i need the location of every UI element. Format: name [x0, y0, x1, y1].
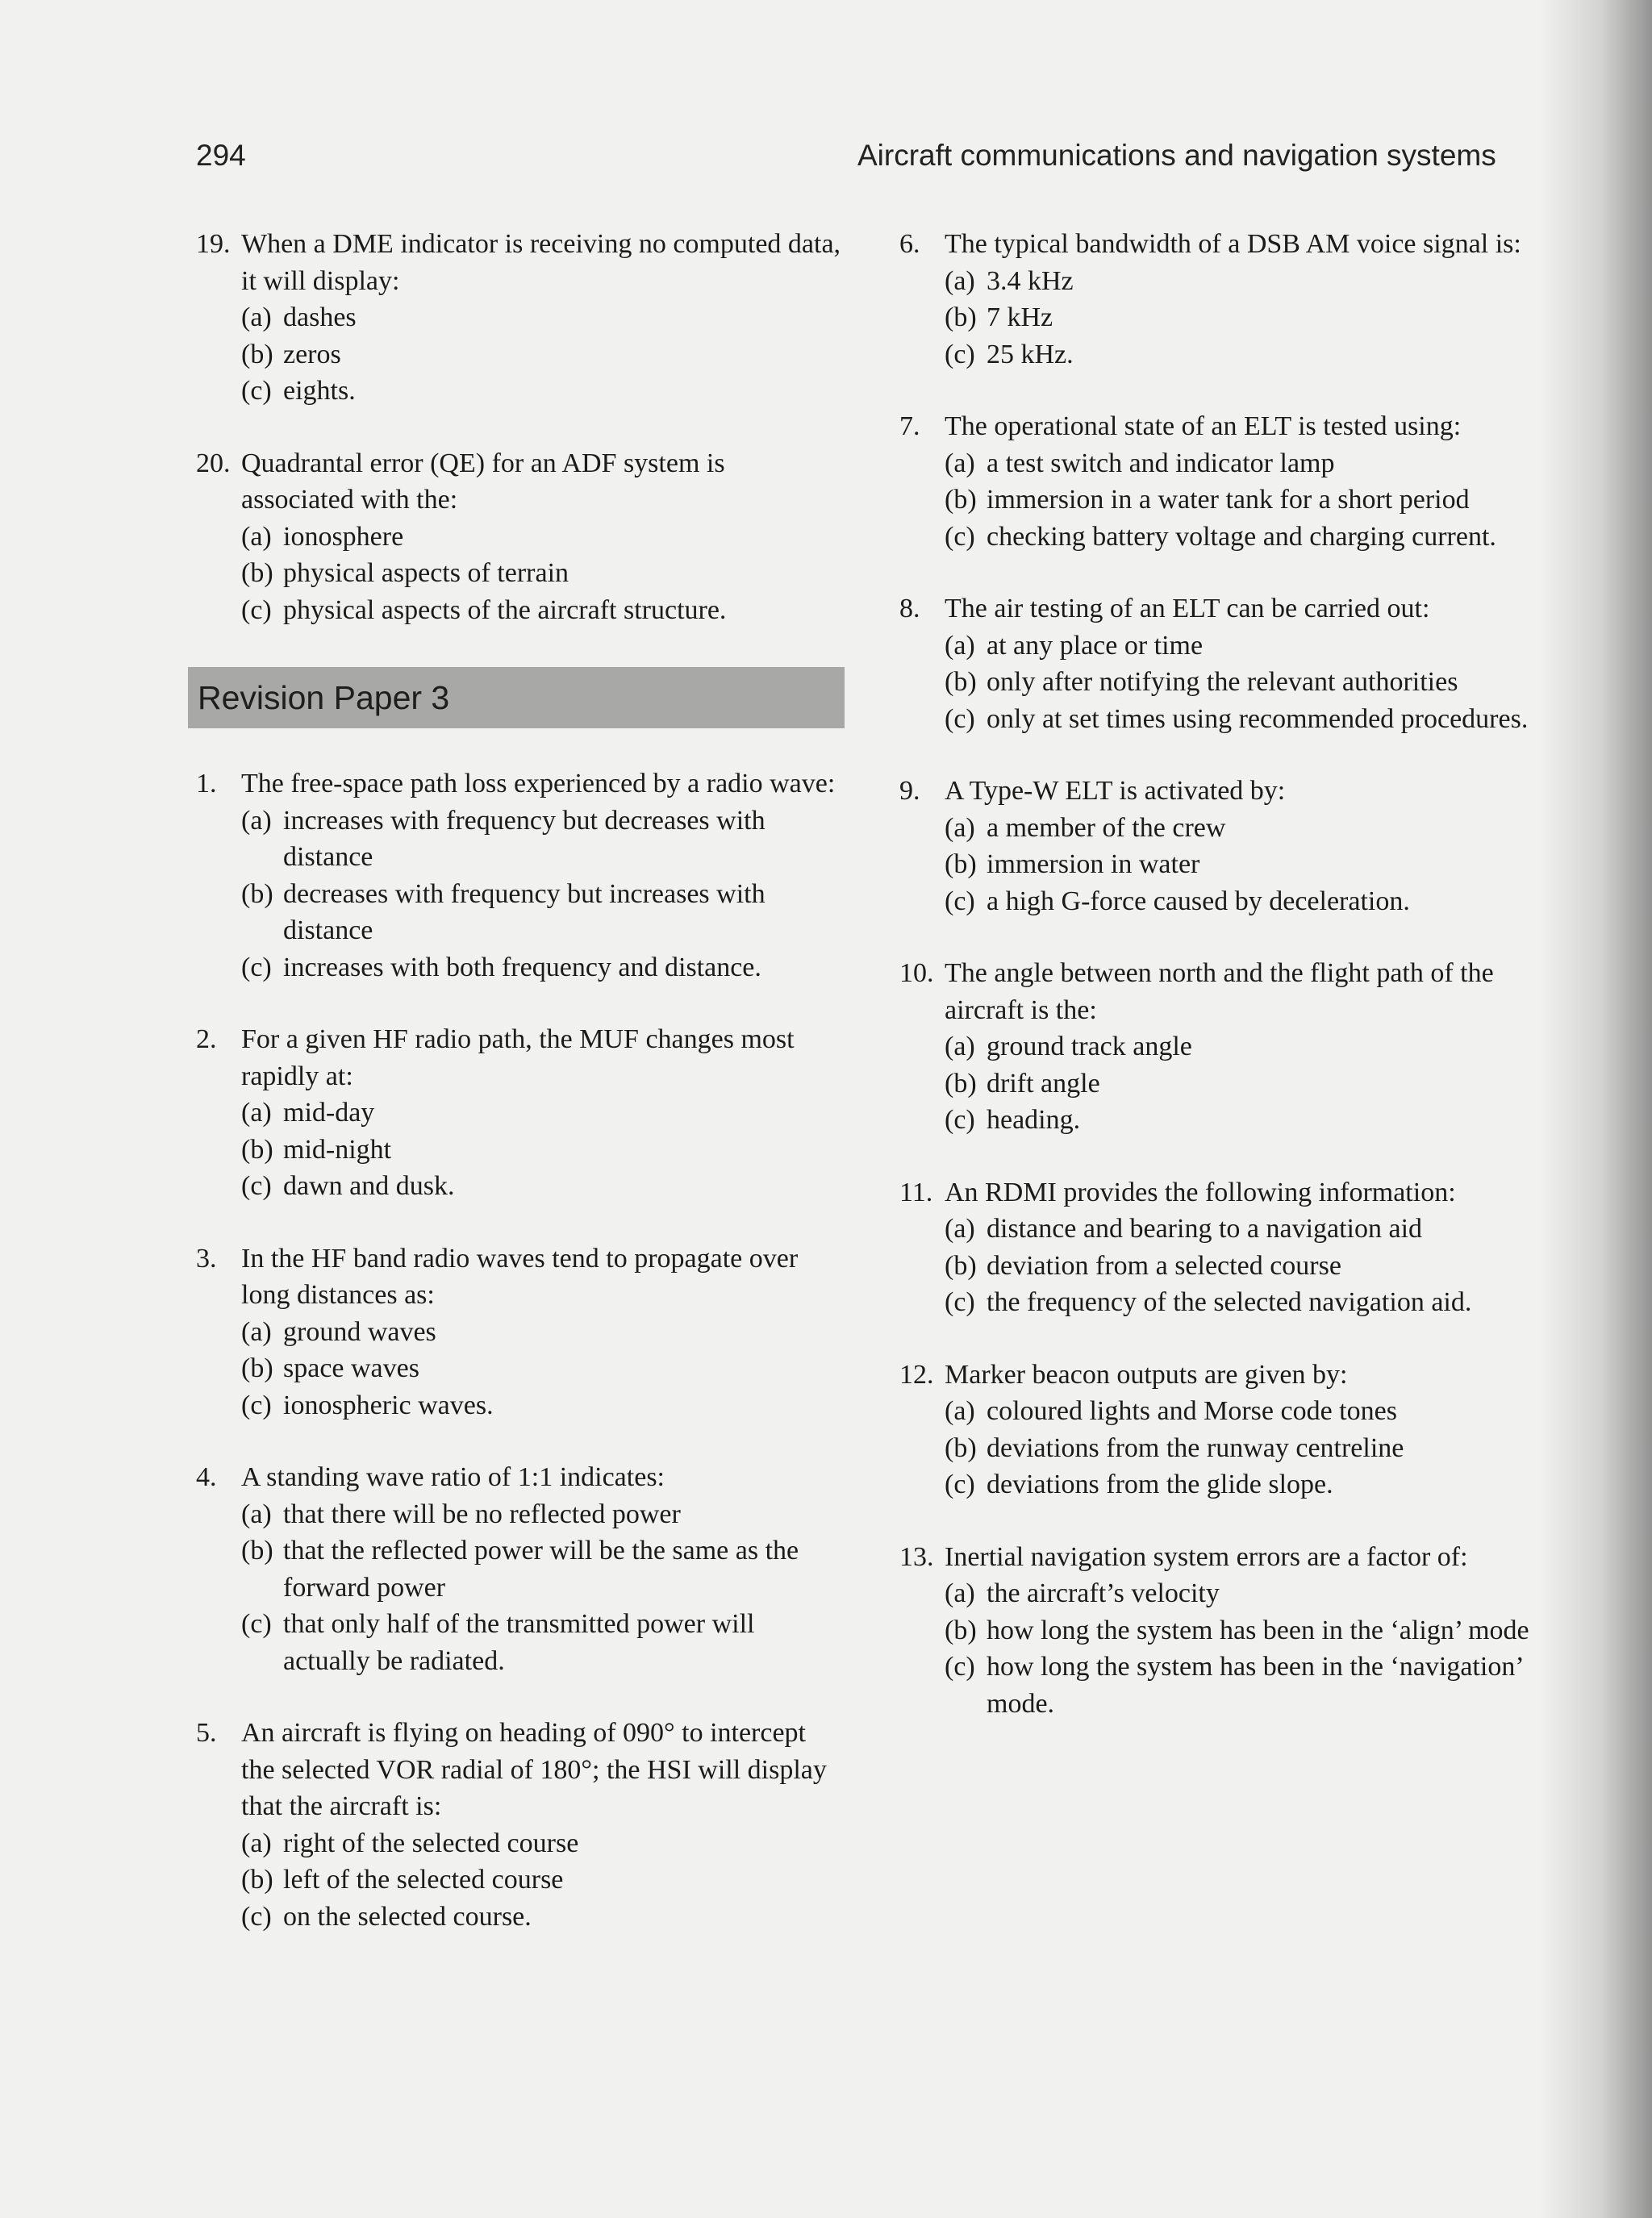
answer-option [945, 1102, 1545, 1139]
option-letter: (b) [241, 558, 273, 588]
question-number: 10. [899, 958, 934, 988]
option-letter: (c) [241, 952, 272, 982]
option-text: ground waves [283, 1316, 436, 1347]
option-text: 25 kHz. [987, 339, 1074, 369]
section-heading: Revision Paper 3 [188, 667, 845, 728]
option-letter: (c) [945, 1470, 975, 1499]
question-stem [196, 1021, 841, 1094]
option-letter: (a) [241, 1316, 272, 1347]
question-number: 11. [899, 1177, 933, 1207]
question-number: 6. [899, 229, 920, 259]
question-text: The angle between north and the flight path of the aircraft is the: [945, 958, 1494, 1025]
page-number: 294 [196, 139, 246, 172]
answer-option [241, 1094, 841, 1132]
answer-option [945, 263, 1545, 300]
option-text: how long the system has been in the ‘align’ mode [987, 1615, 1529, 1645]
answer-option [945, 1430, 1545, 1467]
option-text: right of the selected course [283, 1828, 579, 1858]
option-letter: (c) [945, 886, 975, 916]
option-letter: (a) [945, 265, 975, 296]
question-text: An RDMI provides the following information: [945, 1177, 1456, 1207]
question-stem [196, 1240, 841, 1314]
option-letter: (a) [241, 521, 272, 552]
question-text: The air testing of an ELT can be carried out: [945, 594, 1430, 623]
question-stem [196, 1459, 841, 1496]
answer-option [241, 876, 841, 949]
question-item [899, 408, 1545, 555]
question-item [899, 1357, 1545, 1503]
option-text: decreases with frequency but increases with distance [283, 878, 766, 945]
answer-option [241, 1899, 841, 1936]
question-item [899, 1539, 1545, 1723]
question-item [196, 445, 841, 629]
answer-option [945, 1649, 1545, 1722]
answer-option [945, 445, 1545, 482]
question-number: 2. [196, 1024, 217, 1054]
answer-option [945, 1028, 1545, 1065]
answer-option [945, 1575, 1545, 1612]
option-text: heading. [987, 1105, 1081, 1135]
answer-options [899, 627, 1545, 738]
answer-option [945, 482, 1545, 519]
option-letter: (a) [241, 1828, 272, 1858]
option-letter: (c) [241, 1609, 272, 1639]
option-text: mid-day [283, 1098, 375, 1128]
option-text: deviations from the runway centreline [987, 1432, 1404, 1463]
option-text: ionosphere [283, 521, 404, 552]
question-stem [899, 1539, 1545, 1576]
answer-options [196, 1094, 841, 1205]
question-stem [196, 445, 841, 519]
option-letter: (c) [241, 1171, 272, 1201]
option-text: deviations from the glide slope. [987, 1470, 1333, 1499]
question-stem [899, 773, 1545, 810]
question-number: 4. [196, 1462, 217, 1492]
option-letter: (b) [241, 878, 273, 909]
option-text: that only half of the transmitted power will actually be radiated. [283, 1609, 755, 1676]
question-number: 7. [899, 411, 920, 441]
option-text: a member of the crew [987, 812, 1226, 843]
running-title: Aircraft communications and navigation systems [857, 139, 1496, 172]
answer-option [241, 519, 841, 556]
question-text: In the HF band radio waves tend to propagate over long distances as: [241, 1243, 799, 1310]
option-text: physical aspects of the aircraft structure. [283, 594, 727, 625]
answer-option [945, 1466, 1545, 1503]
page-edge-shadow [1539, 0, 1652, 2218]
option-letter: (a) [945, 1032, 975, 1061]
option-text: increases with frequency but decreases with distance [283, 805, 766, 872]
answer-option [945, 336, 1545, 373]
question-text: Inertial navigation system errors are a factor of: [945, 1541, 1468, 1572]
answer-option [945, 519, 1545, 556]
option-letter: (c) [241, 1390, 272, 1420]
question-number: 20. [196, 448, 231, 478]
answer-option [241, 1496, 841, 1533]
option-text: the aircraft’s velocity [987, 1578, 1220, 1608]
option-text: space waves [283, 1353, 419, 1383]
option-text: only at set times using recommended procedures. [987, 703, 1529, 734]
question-item [899, 773, 1545, 919]
answer-option [241, 1168, 841, 1205]
option-text: distance and bearing to a navigation aid [987, 1214, 1423, 1244]
question-number: 5. [196, 1718, 217, 1748]
option-text: zeros [283, 339, 341, 369]
answer-options [899, 1211, 1545, 1321]
question-text: A standing wave ratio of 1:1 indicates: [241, 1462, 665, 1492]
option-letter: (b) [945, 1250, 977, 1281]
question-text: A Type-W ELT is activated by: [945, 776, 1286, 806]
option-letter: (b) [945, 849, 977, 879]
option-letter: (b) [945, 667, 977, 697]
question-text: For a given HF radio path, the MUF changes most rapidly at: [241, 1024, 795, 1091]
option-letter: (c) [945, 703, 975, 734]
option-text: checking battery voltage and charging current. [987, 521, 1496, 552]
answer-options [196, 519, 841, 629]
question-text: The typical bandwidth of a DSB AM voice signal is: [945, 229, 1521, 259]
question-item [196, 226, 841, 410]
question-number: 19. [196, 229, 231, 259]
question-number: 3. [196, 1243, 217, 1274]
answer-option [945, 883, 1545, 920]
question-stem [196, 1715, 841, 1825]
option-letter: (c) [945, 1105, 975, 1135]
question-text: An aircraft is flying on heading of 090° to intercept the selected VOR radial of 180°; the HSI will display that the aircraft is: [241, 1718, 827, 1821]
option-text: ground track angle [987, 1032, 1192, 1061]
answer-option [241, 1825, 841, 1862]
option-letter: (a) [945, 812, 975, 843]
answer-option [945, 1065, 1545, 1103]
option-text: that the reflected power will be the same as the forward power [283, 1536, 799, 1603]
answer-option [241, 1606, 841, 1679]
questions-bottom [196, 765, 841, 1935]
option-text: how long the system has been in the ‘navigation’ mode. [987, 1652, 1523, 1719]
option-letter: (a) [241, 805, 272, 836]
option-letter: (b) [241, 1865, 273, 1895]
answer-options [899, 1028, 1545, 1139]
answer-options [196, 803, 841, 986]
option-letter: (b) [241, 1353, 273, 1383]
question-text: The operational state of an ELT is tested using: [945, 411, 1462, 441]
option-letter: (b) [241, 339, 273, 369]
option-text: drift angle [987, 1068, 1100, 1099]
answer-option [945, 1612, 1545, 1649]
question-stem [899, 408, 1545, 445]
option-letter: (c) [241, 594, 272, 625]
option-letter: (c) [241, 376, 272, 406]
option-text: a test switch and indicator lamp [987, 448, 1335, 478]
answer-option [241, 1314, 841, 1351]
question-item [899, 1174, 1545, 1321]
question-item [899, 226, 1545, 373]
question-text: Quadrantal error (QE) for an ADF system is associated with the: [241, 448, 725, 515]
option-text: 3.4 kHz [987, 265, 1074, 296]
option-text: eights. [283, 376, 356, 406]
answer-option [241, 1350, 841, 1387]
answer-option [241, 555, 841, 592]
answer-option [945, 701, 1545, 738]
option-letter: (c) [945, 1287, 975, 1317]
question-item [196, 1021, 841, 1205]
answer-option [241, 803, 841, 876]
option-letter: (a) [945, 630, 975, 661]
answer-option [241, 373, 841, 410]
answer-options [196, 1314, 841, 1424]
option-text: on the selected course. [283, 1901, 532, 1932]
option-letter: (b) [241, 1536, 273, 1566]
questions-right [899, 226, 1545, 1722]
question-number: 13. [899, 1541, 934, 1572]
answer-option [945, 664, 1545, 701]
option-text: coloured lights and Morse code tones [987, 1396, 1397, 1426]
option-text: ionospheric waves. [283, 1390, 494, 1420]
question-stem [899, 590, 1545, 627]
option-letter: (c) [945, 339, 975, 369]
option-letter: (a) [945, 1396, 975, 1426]
answer-option [945, 846, 1545, 883]
question-stem [899, 1174, 1545, 1211]
question-stem [899, 955, 1545, 1028]
question-number: 9. [899, 776, 920, 806]
question-stem [899, 226, 1545, 263]
option-text: dashes [283, 302, 357, 332]
answer-option [241, 1387, 841, 1424]
option-letter: (a) [241, 1098, 272, 1128]
questions-top [196, 226, 841, 628]
answer-option [945, 627, 1545, 665]
question-item [196, 1240, 841, 1424]
option-text: deviation from a selected course [987, 1250, 1341, 1281]
answer-option [241, 1862, 841, 1899]
option-letter: (a) [945, 1578, 975, 1608]
answer-option [945, 1393, 1545, 1430]
answer-option [241, 336, 841, 373]
question-number: 12. [899, 1359, 934, 1390]
option-letter: (a) [945, 448, 975, 478]
option-text: immersion in water [987, 849, 1200, 879]
answer-option [241, 949, 841, 986]
option-letter: (b) [945, 1615, 977, 1645]
option-letter: (a) [241, 1499, 272, 1529]
option-text: dawn and dusk. [283, 1171, 455, 1201]
answer-option [945, 1211, 1545, 1248]
question-item [196, 1715, 841, 1935]
question-item [196, 765, 841, 986]
answer-option [241, 592, 841, 629]
answer-options [196, 299, 841, 410]
answer-options [899, 1575, 1545, 1722]
option-letter: (a) [241, 302, 272, 332]
option-text: increases with both frequency and distance. [283, 952, 761, 982]
option-letter: (b) [945, 1068, 977, 1099]
question-text: When a DME indicator is receiving no computed data, it will display: [241, 229, 841, 296]
left-column [196, 226, 841, 1970]
answer-option [945, 299, 1545, 336]
option-letter: (c) [945, 1652, 975, 1682]
answer-options [899, 445, 1545, 556]
option-text: mid-night [283, 1134, 392, 1165]
option-letter: (b) [945, 302, 977, 332]
option-text: the frequency of the selected navigation aid. [987, 1287, 1472, 1317]
answer-option [945, 810, 1545, 847]
question-text: The free-space path loss experienced by a radio wave: [241, 769, 836, 798]
question-item [899, 590, 1545, 737]
option-letter: (c) [241, 1901, 272, 1932]
option-text: 7 kHz [987, 302, 1053, 332]
answer-options [196, 1825, 841, 1936]
question-item [196, 1459, 841, 1679]
answer-options [196, 1496, 841, 1680]
question-stem [196, 226, 841, 299]
question-number: 8. [899, 594, 920, 623]
option-letter: (b) [241, 1134, 273, 1165]
question-stem [899, 1357, 1545, 1394]
answer-option [241, 1532, 841, 1606]
option-text: only after notifying the relevant authorities [987, 667, 1458, 697]
option-letter: (b) [945, 485, 977, 515]
question-stem [196, 765, 841, 803]
answer-option [945, 1248, 1545, 1285]
option-text: physical aspects of terrain [283, 558, 569, 588]
answer-options [899, 1393, 1545, 1503]
question-number: 1. [196, 769, 217, 798]
question-text: Marker beacon outputs are given by: [945, 1359, 1348, 1390]
answer-option [945, 1284, 1545, 1321]
option-text: left of the selected course [283, 1865, 564, 1895]
answer-options [899, 263, 1545, 373]
answer-options [899, 810, 1545, 920]
option-letter: (b) [945, 1432, 977, 1463]
question-item [899, 955, 1545, 1139]
option-text: a high G-force caused by deceleration. [987, 886, 1410, 916]
option-text: at any place or time [987, 630, 1204, 661]
option-letter: (c) [945, 521, 975, 552]
option-text: immersion in a water tank for a short period [987, 485, 1470, 515]
option-text: that there will be no reflected power [283, 1499, 681, 1529]
right-column [899, 226, 1545, 1757]
answer-option [241, 299, 841, 336]
option-letter: (a) [945, 1214, 975, 1244]
answer-option [241, 1132, 841, 1169]
